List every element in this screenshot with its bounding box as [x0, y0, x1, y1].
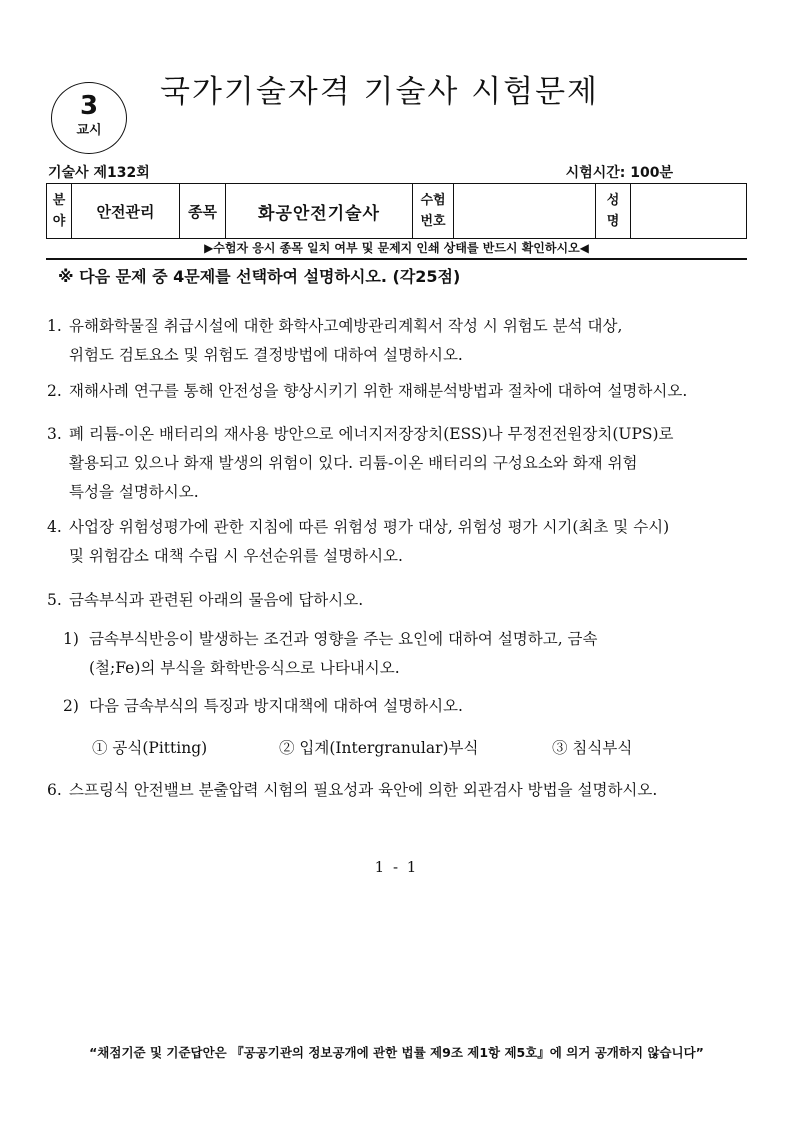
session-label: 교시: [76, 123, 102, 138]
question-text: 활용되고 있으나 화재 발생의 위험이 있다. 리튬-이온 배터리의 구성요소와 화재 위험: [69, 454, 638, 472]
question-number: 2.: [47, 382, 62, 400]
session-number: 3: [79, 91, 99, 121]
check-notice: ▶수험자 응시 종목 일치 여부 및 문제지 인쇄 상태를 반드시 확인하시오◀: [204, 241, 589, 255]
corrosion-type-intergranular: ② 입계(Intergranular)부식: [279, 739, 479, 757]
question-5-sub-1: [63, 625, 747, 683]
field-label-bottom: 야: [52, 214, 66, 229]
examinee-label-cell: [413, 184, 454, 239]
question-text: 위험도 검토요소 및 위험도 결정방법에 대하여 설명하시오.: [69, 346, 463, 364]
examinee-label-bottom: 번호: [420, 214, 446, 229]
question-6: [47, 776, 747, 805]
question-text: 특성을 설명하시오.: [69, 483, 199, 501]
field-label-top: 분: [52, 193, 66, 208]
question-2: [47, 377, 747, 406]
question-text: 사업장 위험성평가에 관한 지침에 따른 위험성 평가 대상, 위험성 평가 시기(최초 및 수시): [69, 518, 670, 536]
divider: [46, 258, 747, 260]
question-text: 및 위험감소 대책 수립 시 우선순위를 설명하시오.: [69, 547, 403, 565]
question-5: [47, 586, 747, 615]
question-text: (철;Fe)의 부식을 화학반응식으로 나타내시오.: [89, 659, 400, 677]
question-number: 1.: [47, 317, 62, 335]
question-5-sub-2: [63, 692, 747, 721]
corrosion-type-pitting: ① 공식(Pitting): [92, 739, 208, 757]
question-text: 금속부식반응이 발생하는 조건과 영향을 주는 요인에 대하여 설명하고, 금속: [89, 630, 598, 648]
disclosure-note: “채점기준 및 기준답안은 『공공기관의 정보공개에 관한 법률 제9조 제1항 제5호』에 의거 공개하지 않습니다”: [89, 1045, 704, 1060]
page-number: 1 - 1: [374, 858, 419, 876]
exam-time: 시험시간: 100분: [565, 165, 673, 181]
name-label-cell: [596, 184, 631, 239]
question-4: [47, 513, 747, 571]
corrosion-type-erosion: ③ 침식부식: [552, 739, 633, 757]
question-text: 유해화학물질 취급시설에 대한 화학사고예방관리계획서 작성 시 위험도 분석 대상,: [69, 317, 623, 335]
question-text: 재해사례 연구를 통해 안전성을 향상시키기 위한 재해분석방법과 절차에 대하여 설명하시오.: [69, 382, 688, 400]
question-text: 스프링식 안전밸브 분출압력 시험의 필요성과 육안에 의한 외관검사 방법을 설명하시오.: [69, 781, 658, 799]
question-text: 금속부식과 관련된 아래의 물음에 답하시오.: [69, 591, 364, 609]
question-number: 6.: [47, 781, 62, 799]
question-text: 다음 금속부식의 특징과 방지대책에 대하여 설명하시오.: [89, 697, 463, 715]
question-3: [47, 420, 747, 507]
name-field[interactable]: [631, 184, 747, 239]
name-label-top: 성: [606, 193, 620, 208]
field-value: 안전관리: [72, 184, 180, 239]
exam-info-table: [46, 183, 747, 239]
examinee-number-field[interactable]: [454, 184, 596, 239]
instruction: ※ 다음 문제 중 4문제를 선택하여 설명하시오. (각25점): [58, 267, 461, 286]
sub-question-number: 2): [63, 697, 79, 715]
question-number: 3.: [47, 425, 62, 443]
exam-title: 국가기술자격 기술사 시험문제: [160, 74, 600, 110]
question-number: 5.: [47, 591, 62, 609]
examinee-label-top: 수험: [420, 193, 446, 208]
exam-round: 기술사 제132회: [48, 165, 150, 181]
field-label-cell: [47, 184, 72, 239]
subject-label: 종목: [180, 184, 226, 239]
subject-value: 화공안전기술사: [226, 184, 413, 239]
question-1: [47, 312, 747, 370]
question-number: 4.: [47, 518, 62, 536]
question-text: 폐 리튬-이온 배터리의 재사용 방안으로 에너지저장장치(ESS)나 무정전전원장치(UPS)로: [69, 425, 674, 443]
sub-question-number: 1): [63, 630, 79, 648]
session-badge: [51, 82, 127, 154]
name-label-bottom: 명: [606, 214, 620, 229]
